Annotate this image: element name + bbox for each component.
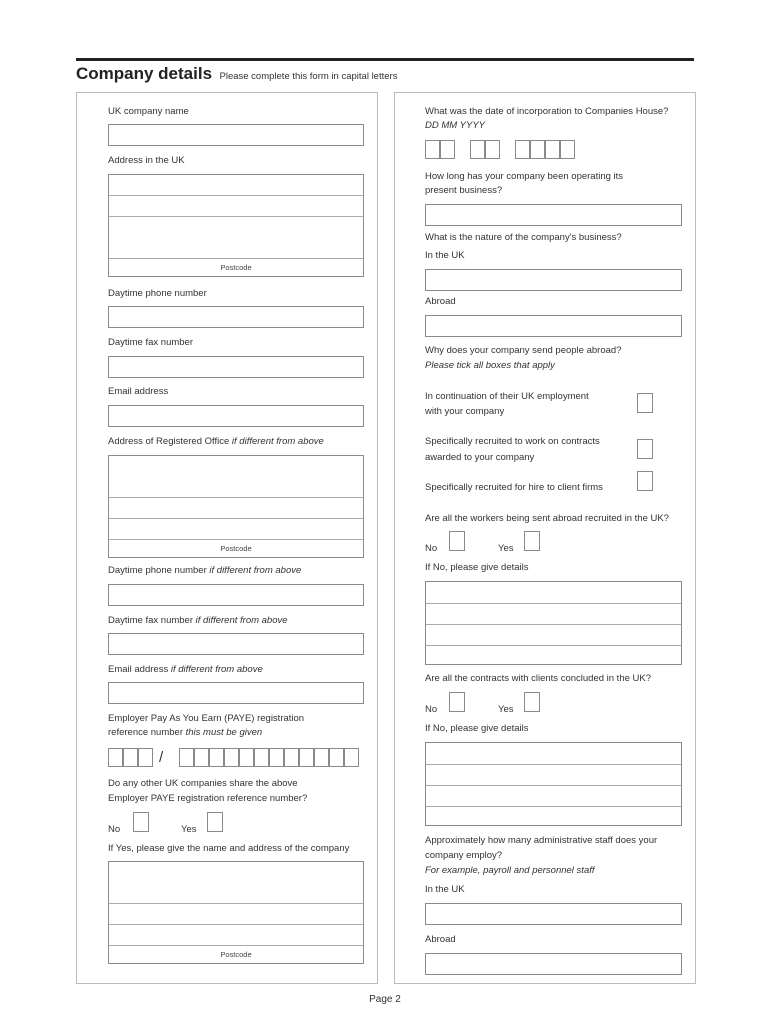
address-uk-field[interactable] [108,174,364,277]
uk-company-name-field[interactable] [108,124,364,146]
share-no-checkbox[interactable] [133,812,149,832]
label-email: Email address [108,386,169,397]
email-2-note: if different from above [170,664,263,675]
details-line-divider [426,785,681,786]
paye-note: this must be given [185,727,263,738]
contracts-yes-checkbox[interactable] [524,692,540,712]
label-share-line1: Do any other UK companies share the above [108,778,298,789]
address-line-divider [109,903,363,904]
label-address-uk: Address in the UK [108,155,185,166]
label-reason1-line1: In continuation of their UK employment [425,391,589,402]
page-title [76,64,397,84]
daytime-phone-2-field[interactable] [108,584,364,606]
form-title: Company details [76,64,213,83]
label-contracts-yes: Yes [498,704,514,715]
paye-cell[interactable] [344,748,359,767]
date-year-cell[interactable] [560,140,575,159]
nature-abroad-field[interactable] [425,315,682,337]
staff-abroad-field[interactable] [425,953,682,975]
header-rule [76,58,694,61]
address-line-divider [109,518,363,519]
paye-cell[interactable] [194,748,209,767]
left-panel [76,92,378,984]
recruited-details-field[interactable] [425,581,682,665]
label-operating-line2: present business? [425,185,503,196]
label-incorporation-date: What was the date of incorporation to Companies House? [425,106,669,117]
address-line-divider [109,195,363,196]
operating-duration-field[interactable] [425,204,682,226]
daytime-phone-field[interactable] [108,306,364,328]
daytime-phone-2-note: if different from above [209,565,302,576]
label-reason2-line1: Specifically recruited to work on contracts [425,436,600,447]
label-staff-uk: In the UK [425,884,465,895]
date-year-cell[interactable] [515,140,530,159]
share-yes-checkbox[interactable] [207,812,223,832]
date-year-cell[interactable] [545,140,560,159]
label-reason3: Specifically recruited for hire to client firms [425,482,603,493]
paye-cell[interactable] [138,748,153,767]
address-line-divider [109,216,363,217]
details-line-divider [426,806,681,807]
staff-uk-field[interactable] [425,903,682,925]
label-staff-line2: company employ? [425,850,503,861]
paye-cell[interactable] [179,748,194,767]
label-staff-line1: Approximately how many administrative staff does your [425,835,658,846]
paye-cell[interactable] [329,748,344,767]
recruited-yes-checkbox[interactable] [524,531,540,551]
label-staff-note: For example, payroll and personnel staff [425,865,595,876]
label-staff-abroad: Abroad [425,934,456,945]
other-company-field[interactable] [108,861,364,964]
label-share-line2: Employer PAYE registration reference number? [108,793,308,804]
paye-cell[interactable] [299,748,314,767]
label-paye-line2 [108,727,262,739]
daytime-fax-2-field[interactable] [108,633,364,655]
label-recruited-yes: Yes [498,543,514,554]
recruited-no-checkbox[interactable] [449,531,465,551]
postcode-label: Postcode [220,950,252,959]
paye-cell[interactable] [314,748,329,767]
details-line-divider [426,603,681,604]
date-month-cell[interactable] [470,140,485,159]
label-nature-business: What is the nature of the company's business? [425,232,622,243]
email-field[interactable] [108,405,364,427]
reason3-checkbox[interactable] [637,471,653,491]
address-line-divider [109,258,363,259]
nature-uk-field[interactable] [425,269,682,291]
label-nature-abroad: Abroad [425,296,456,307]
label-share-no: No [108,824,121,835]
date-day-cell[interactable] [425,140,440,159]
paye-cell[interactable] [284,748,299,767]
label-daytime-fax: Daytime fax number [108,337,194,348]
address-line-divider [109,945,363,946]
postcode-label: Postcode [220,263,252,272]
paye-cell[interactable] [239,748,254,767]
form-subtitle: Please complete this form in capital letters [219,71,398,82]
label-daytime-phone-2 [108,565,301,577]
registered-office-field[interactable] [108,455,364,558]
registered-office-text: Address of Registered Office [108,436,230,447]
page-number: Page 2 [369,994,401,1005]
label-reason1-line2: with your company [425,406,505,417]
label-daytime-fax-2 [108,615,288,627]
paye-cell[interactable] [254,748,269,767]
label-why-abroad: Why does your company send people abroad? [425,345,622,356]
label-operating-line1: How long has your company been operating its [425,171,624,182]
label-uk-company-name: UK company name [108,106,189,117]
paye-cell[interactable] [209,748,224,767]
label-nature-uk: In the UK [425,250,465,261]
daytime-fax-2-text: Daytime fax number [108,615,194,626]
daytime-phone-2-text: Daytime phone number [108,565,207,576]
paye-cell[interactable] [123,748,138,767]
reason2-checkbox[interactable] [637,439,653,459]
label-share-yes: Yes [181,824,197,835]
label-paye-line1: Employer Pay As You Earn (PAYE) registration [108,713,305,724]
details-line-divider [426,624,681,625]
label-email-2 [108,664,263,676]
daytime-fax-2-note: if different from above [195,615,288,626]
paye-slash: / [159,749,164,766]
details-line-divider [426,764,681,765]
label-reason2-line2: awarded to your company [425,452,535,463]
contracts-details-field[interactable] [425,742,682,826]
address-line-divider [109,539,363,540]
label-contracts-uk: Are all the contracts with clients concluded in the UK? [425,673,652,684]
right-panel [394,92,696,984]
label-why-note: Please tick all boxes that apply [425,360,555,371]
paye-cell[interactable] [224,748,239,767]
label-if-yes-company: If Yes, please give the name and address of the company [108,843,350,854]
paye-cell[interactable] [269,748,284,767]
label-recruited-uk: Are all the workers being sent abroad recruited in the UK? [425,513,669,524]
label-if-no-details-2: If No, please give details [425,723,529,734]
paye-line2-text: reference number [108,727,183,738]
date-day-cell[interactable] [440,140,455,159]
contracts-no-checkbox[interactable] [449,692,465,712]
daytime-fax-field[interactable] [108,356,364,378]
label-contracts-no: No [425,704,438,715]
paye-cell[interactable] [108,748,123,767]
address-line-divider [109,497,363,498]
label-registered-office [108,436,324,448]
label-date-format: DD MM YYYY [425,120,486,131]
address-line-divider [109,924,363,925]
label-if-no-details: If No, please give details [425,562,529,573]
reason1-checkbox[interactable] [637,393,653,413]
date-year-cell[interactable] [530,140,545,159]
postcode-label: Postcode [220,544,252,553]
details-line-divider [426,645,681,646]
label-recruited-no: No [425,543,438,554]
email-2-text: Email address [108,664,169,675]
date-month-cell[interactable] [485,140,500,159]
email-2-field[interactable] [108,682,364,704]
registered-office-note: if different from above [231,436,324,447]
label-daytime-phone: Daytime phone number [108,288,207,299]
